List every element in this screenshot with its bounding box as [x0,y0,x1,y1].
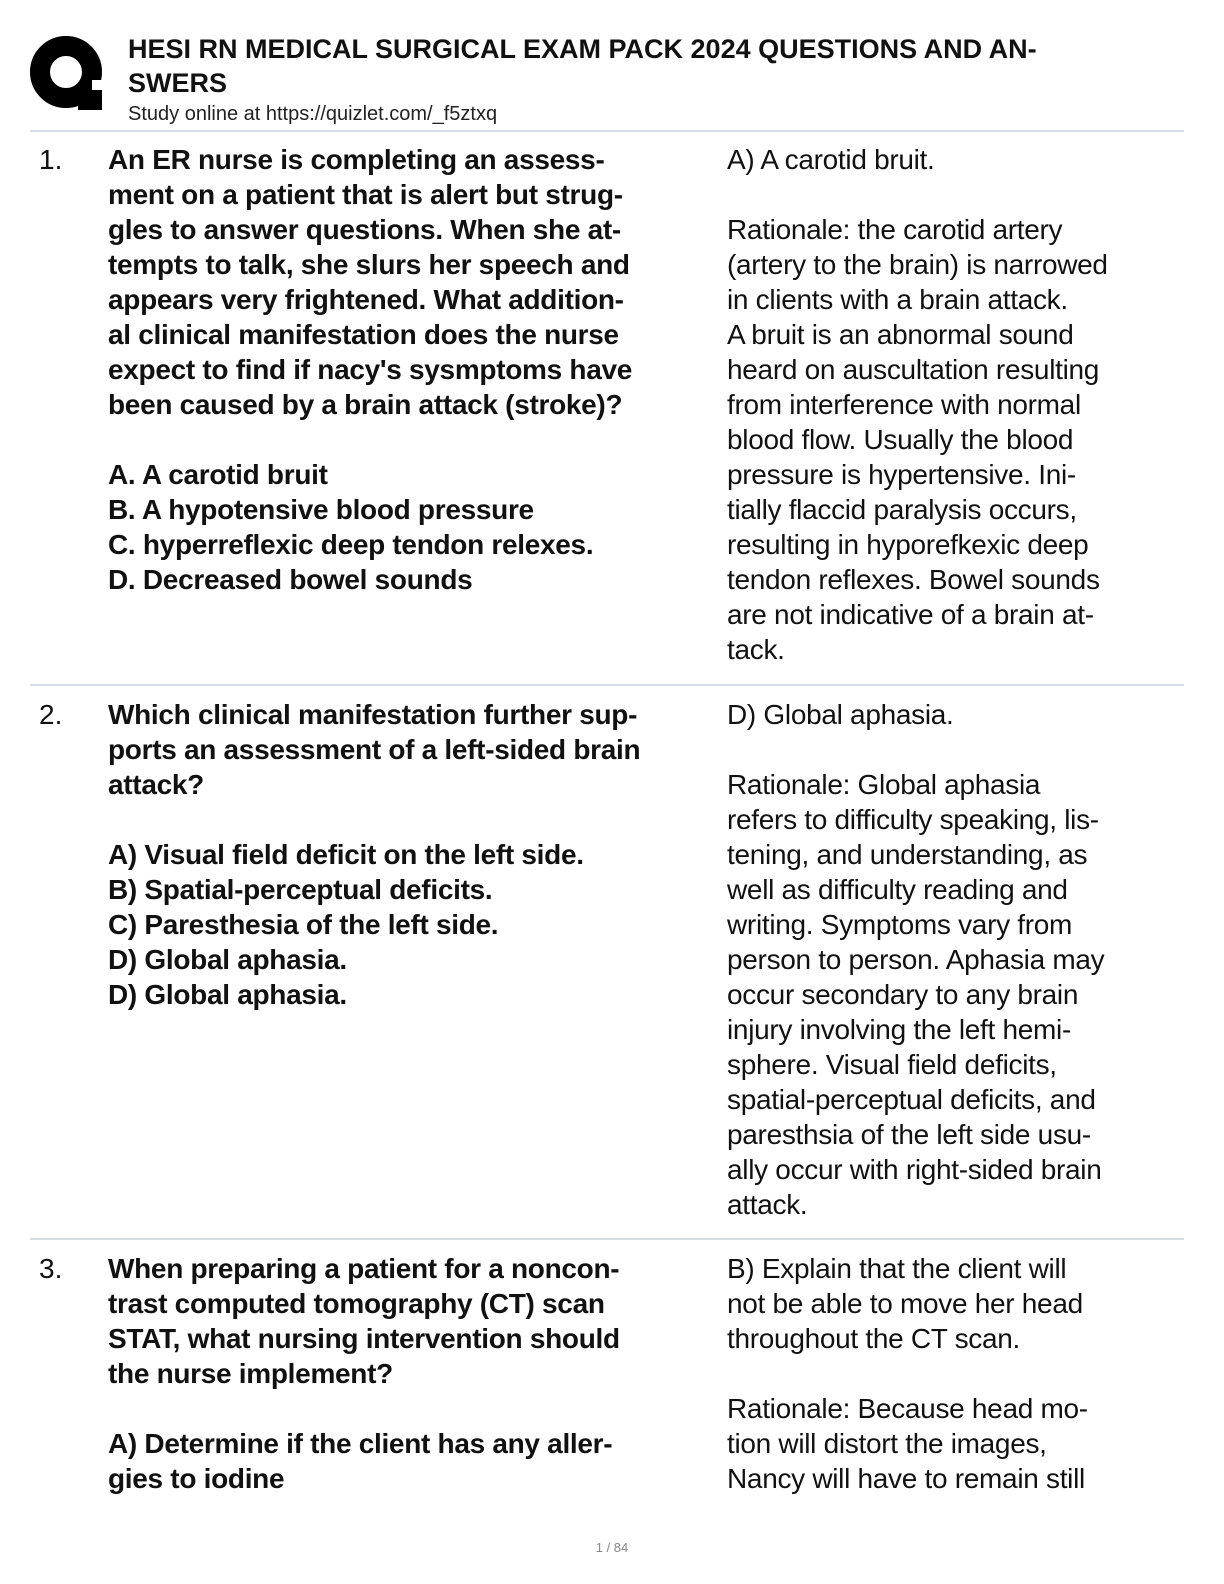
question-line: gles to answer questions. When she at- [108,214,621,245]
question-text [108,142,720,597]
title-line: SWERS [128,68,228,98]
option-line: A. A carotid bruit [108,459,328,490]
rationale-line: Rationale: the carotid artery [727,214,1063,245]
question-text [108,697,720,1012]
option-line: B) Spatial-perceptual deficits. [108,874,493,905]
rationale-line: (artery to the brain) is narrowed [727,249,1108,280]
rationale-line: Rationale: Global aphasia [727,769,1041,800]
rationale-line: spatial-perceptual deficits, and [727,1084,1096,1115]
answer-line: A) A carotid bruit. [727,144,935,175]
document-title [128,32,1198,100]
question-line: ment on a patient that is alert but strug- [108,179,623,210]
rationale-line: heard on auscultation resulting [727,354,1100,385]
rationale-line: tendon reflexes. Bowel sounds [727,564,1100,595]
option-line: C) Paresthesia of the left side. [108,909,499,940]
rationale-line: from interference with normal [727,389,1081,420]
rationale-line: Rationale: Because head mo- [727,1393,1088,1424]
rationale-line: pressure is hypertensive. Ini- [727,459,1076,490]
answer-text [727,142,1187,667]
question-text [108,1251,720,1496]
option-line: A) Determine if the client has any aller- [108,1428,613,1459]
item-number: 1. [39,144,63,175]
option-line: A) Visual field deficit on the left side. [108,839,584,870]
question-line: tempts to talk, she slurs her speech and [108,249,630,280]
question-line: attack? [108,769,204,800]
option-line: D. Decreased bowel sounds [108,564,473,595]
rationale-line: A bruit is an abnormal sound [727,319,1074,350]
option-line: D) Global aphasia. [108,979,347,1010]
rationale-line: are not indicative of a brain at- [727,599,1094,630]
rationale-line: tion will distort the images, [727,1428,1047,1459]
item-number: 2. [39,699,63,730]
answer-line: throughout the CT scan. [727,1323,1020,1354]
study-online-link[interactable]: Study online at https://quizlet.com/_f5ztxq [128,103,498,125]
question-line: been caused by a brain attack (stroke)? [108,389,623,420]
rationale-line: sphere. Visual field deficits, [727,1049,1057,1080]
question-line: STAT, what nursing intervention should [108,1323,620,1354]
rationale-line: tening, and understanding, as [727,839,1088,870]
document-header [30,30,1190,130]
rationale-line: ally occur with right-sided brain [727,1154,1102,1185]
rationale-line: well as difficulty reading and [727,874,1068,905]
question-line: trast computed tomography (CT) scan [108,1288,605,1319]
rationale-line: person to person. Aphasia may [727,944,1105,975]
question-line: ports an assessment of a left-sided brain [108,734,641,765]
rationale-line: writing. Symptoms vary from [727,909,1073,940]
quizlet-q-logo-icon [30,36,106,112]
item-number: 3. [39,1253,63,1284]
option-line: B. A hypotensive blood pressure [108,494,534,525]
question-line: An ER nurse is completing an assess- [108,144,605,175]
rationale-line: tack. [727,634,785,665]
question-line: al clinical manifestation does the nurse [108,319,619,350]
divider [30,130,1184,132]
rationale-line: paresthsia of the left side usu- [727,1119,1091,1150]
page-number: 1 / 84 [595,1540,629,1555]
rationale-line: blood flow. Usually the blood [727,424,1074,455]
rationale-line: attack. [727,1189,808,1220]
option-line: gies to iodine [108,1463,285,1494]
title-line: HESI RN MEDICAL SURGICAL EXAM PACK 2024 QUESTIONS AND AN- [128,34,1037,64]
divider [30,1238,1184,1240]
rationale-line: in clients with a brain attack. [727,284,1068,315]
answer-line: B) Explain that the client will [727,1253,1067,1284]
rationale-line: resulting in hyporefkexic deep [727,529,1089,560]
rationale-line: injury involving the left hemi- [727,1014,1071,1045]
answer-line: not be able to move her head [727,1288,1083,1319]
answer-text [727,1251,1187,1496]
question-line: the nurse implement? [108,1358,393,1389]
rationale-line: Nancy will have to remain still [727,1463,1085,1494]
question-line: appears very frightened. What addition- [108,284,624,315]
rationale-line: refers to difficulty speaking, lis- [727,804,1099,835]
question-line: Which clinical manifestation further sup- [108,699,638,730]
answer-text [727,697,1187,1222]
rationale-line: occur secondary to any brain [727,979,1079,1010]
option-line: D) Global aphasia. [108,944,347,975]
rationale-line: tially flaccid paralysis occurs, [727,494,1077,525]
question-line: When preparing a patient for a noncon- [108,1253,620,1284]
question-line: expect to find if nacy's sysmptoms have [108,354,633,385]
answer-line: D) Global aphasia. [727,699,954,730]
divider [30,684,1184,686]
option-line: C. hyperreflexic deep tendon relexes. [108,529,594,560]
